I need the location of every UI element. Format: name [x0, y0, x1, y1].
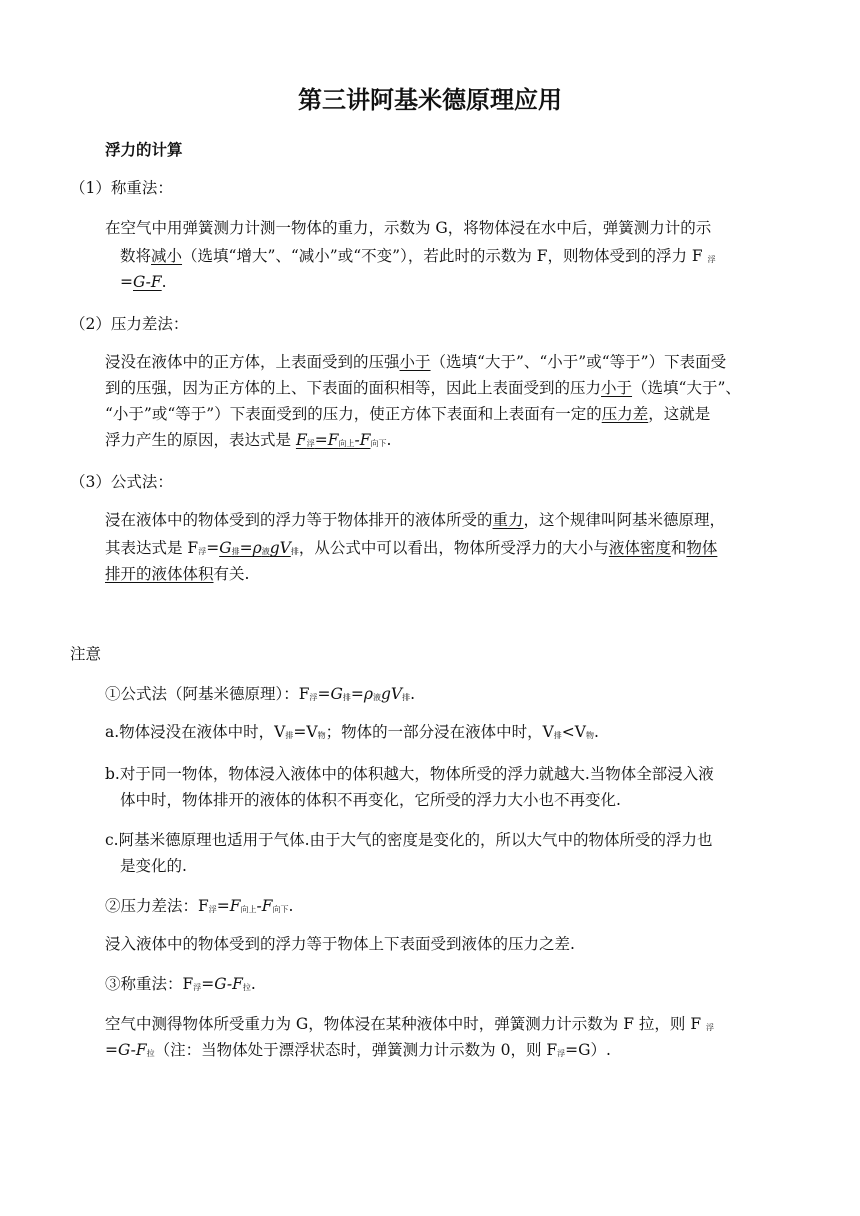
text: ，这就是 — [648, 405, 711, 423]
method3-line2 — [105, 538, 717, 562]
subscript: 浮 — [193, 983, 202, 992]
text: . — [161, 273, 167, 291]
note-item-b-line1: b.对于同一物体，物体浸入液体中的体积越大，物体所受的浮力就越大.当物体全部浸入液 — [105, 765, 714, 783]
text: （注：当物体处于漂浮状态时，弹簧测力计示数为 0，则 F — [154, 1041, 558, 1059]
formula-var: gV — [381, 685, 403, 703]
text: a.物体浸没在液体中时，V — [105, 723, 286, 741]
text: ②压力差法：F — [105, 897, 209, 915]
subscript: 排 — [290, 547, 299, 556]
method2-line3 — [105, 404, 710, 424]
note-item-3 — [105, 974, 256, 998]
text: （选填“增大”、“减小”或“不变”），若此时的示数为 F，则物体受到的浮力 F — [182, 247, 703, 265]
note-item-c-line2: 是变化的. — [120, 857, 187, 875]
method2-label: （2）压力差法： — [70, 315, 189, 333]
method1-line1: 在空气中用弹簧测力计测一物体的重力，示数为 G，将物体浸在水中后，弹簧测力计的示 — [105, 219, 712, 237]
method2-line2 — [105, 378, 741, 398]
text: “小于”或“等于”）下表面受到的压力，使正方体下表面和上表面有一定的 — [105, 405, 602, 423]
subscript: 向下 — [370, 439, 387, 448]
text: ；物体的一部分浸在液体中时，V — [325, 723, 554, 741]
subscript: 浮 — [198, 547, 207, 556]
text: 数将 — [120, 247, 152, 265]
text: =V — [293, 723, 318, 741]
text: 其表达式是 F — [105, 539, 199, 557]
subscript: 排 — [342, 693, 351, 702]
answer-blank: 排开的液体体积 — [105, 565, 214, 583]
answer-blank: 物体 — [686, 539, 718, 557]
text: 浮力产生的原因，表达式是 — [105, 431, 296, 449]
formula-var: =F — [216, 897, 241, 915]
formula-var: F — [295, 431, 307, 449]
text: 有关. — [213, 565, 250, 583]
method3-label: （3）公式法： — [70, 473, 173, 491]
note-item-c-line1: c.阿基米德原理也适用于气体.由于大气的密度是变化的，所以大气中的物体所受的浮力也 — [105, 831, 713, 849]
text: = — [120, 273, 133, 291]
formula-var: -F — [354, 431, 371, 449]
answer-blank: 重力 — [492, 511, 524, 529]
subscript: 浮 — [309, 693, 318, 702]
method1-line3 — [120, 272, 167, 292]
formula-var: =G — [317, 685, 343, 703]
subscript: 向上 — [338, 439, 355, 448]
text: （选填“大于”、“小于”或“等于”）下表面受 — [430, 353, 727, 371]
subscript: 排 — [402, 693, 411, 702]
formula-var: =ρ — [239, 539, 262, 557]
answer-blank: 减小 — [151, 247, 183, 265]
answer-blank: 小于 — [399, 353, 431, 371]
subscript: 物 — [585, 731, 594, 740]
subscript: 排 — [553, 731, 562, 740]
note-item-1 — [105, 684, 415, 708]
text: . — [593, 723, 599, 741]
formula-var: =G-F — [105, 1041, 147, 1059]
formula-var: G — [219, 539, 232, 557]
note-item-b-line2: 体中时，物体排开的液体的体积不再变化，它所受的浮力大小也不再变化. — [120, 791, 621, 809]
text: ，从公式中可以看出，物体所受浮力的大小与 — [298, 539, 609, 557]
note-item-2-desc: 浸入液体中的物体受到的浮力等于物体上下表面受到液体的压力之差. — [105, 935, 575, 953]
answer-blank: 小于 — [601, 379, 633, 397]
text: 浸在液体中的物体受到的浮力等于物体排开的液体所受的 — [105, 511, 493, 529]
text: ①公式法（阿基米德原理）：F — [105, 685, 310, 703]
text: 和 — [670, 539, 687, 557]
formula-var: =G-F — [201, 975, 243, 993]
text: . — [386, 431, 392, 449]
method1-line2 — [120, 246, 716, 270]
note-item-3-line1 — [105, 1014, 714, 1038]
text: 到的压强，因为正方体的上、下表面的面积相等，因此上表面受到的压力 — [105, 379, 602, 397]
formula-var: gV — [269, 539, 291, 557]
answer-blank: G-F — [133, 273, 162, 291]
text: . — [250, 975, 256, 993]
subscript: 排 — [285, 731, 294, 740]
subscript: 浮 — [707, 255, 716, 264]
subscript: 液 — [373, 693, 381, 702]
text: （选填“大于”、 — [632, 379, 741, 397]
text: ，这个规律叫阿基米德原理， — [523, 511, 726, 529]
text: 空气中测得物体所受重力为 G，物体浸在某种液体中时，弹簧测力计示数为 F 拉，则 F — [105, 1015, 702, 1033]
note-item-2 — [105, 896, 293, 920]
note-label: 注意 — [70, 645, 102, 663]
subscript: 浮 — [306, 439, 315, 448]
text: . — [288, 897, 294, 915]
formula-var: =ρ — [350, 685, 373, 703]
subscript: 浮 — [557, 1049, 566, 1058]
note-item-3-line2 — [105, 1040, 611, 1064]
subscript: 物 — [317, 731, 326, 740]
subscript: 拉 — [242, 983, 251, 992]
answer-blank: 液体密度 — [608, 539, 671, 557]
subscript: 排 — [231, 547, 240, 556]
text: = — [206, 539, 220, 557]
page-title: 第三讲阿基米德原理应用 — [298, 86, 562, 114]
note-item-a — [105, 722, 599, 746]
method2-line1 — [105, 352, 726, 372]
subscript: 浮 — [706, 1023, 715, 1032]
subscript: 液 — [261, 547, 270, 556]
text: . — [410, 685, 416, 703]
formula-var: =F — [314, 431, 339, 449]
subscript: 向下 — [272, 905, 289, 914]
text: 浸没在液体中的正方体，上表面受到的压强 — [105, 353, 400, 371]
subscript: 浮 — [208, 905, 217, 914]
section-heading: 浮力的计算 — [105, 141, 183, 159]
method1-label: （1）称重法： — [70, 179, 173, 197]
text: =G）. — [565, 1041, 611, 1059]
formula-var: -F — [256, 897, 273, 915]
subscript: 向上 — [240, 905, 257, 914]
answer-formula — [296, 431, 371, 449]
text: <V — [561, 723, 586, 741]
method3-line1 — [105, 510, 725, 530]
text: ③称重法：F — [105, 975, 194, 993]
subscript: 拉 — [146, 1049, 155, 1058]
method3-line3 — [105, 564, 249, 584]
method2-line4 — [105, 430, 391, 454]
answer-blank: 压力差 — [601, 405, 649, 423]
answer-formula — [219, 539, 291, 557]
